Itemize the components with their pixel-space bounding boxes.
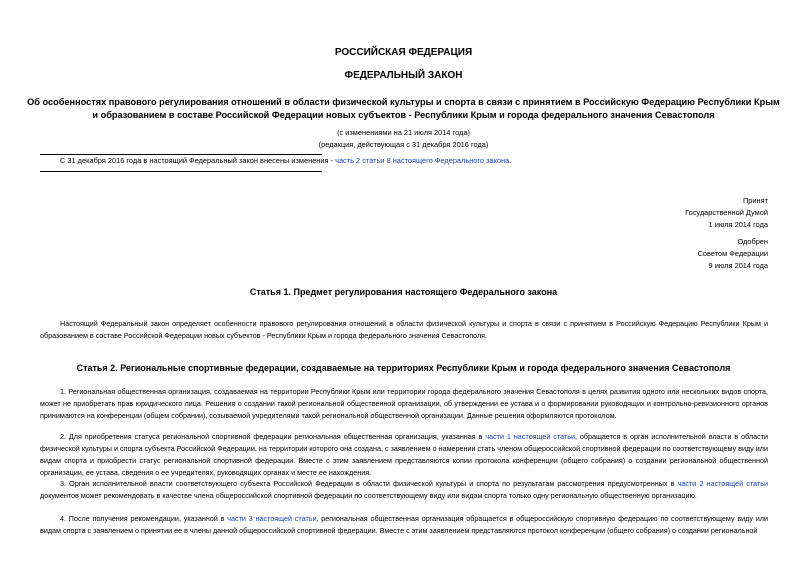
notice-text: С 31 декабря 2016 года в настоящий Федеральный закон внесены изменения - xyxy=(60,156,336,165)
law-title-line-2: и образованием в составе Российской Федерации новых субъектов - Республики Крым и города федерального значения Севастополя xyxy=(92,109,715,120)
link-part-3[interactable]: части 3 настоящей статьи xyxy=(227,514,317,523)
article-2-paragraph-2: 2. Для приобретения статуса региональной спортивной федерации региональная общественная организация, указанная в части 1 настоящей статьи, обращается в орган исполнительной власти в области физической культуры и спорта субъекта Российской Федерации, на территории которого она создана, с заявлением о намерении стать членом общероссийской спортивной федерации по соответствующему виду или видам спорта и приобрести статус региональной спортивной федерации. Вместе с этим заявлением представляются копии протокола конференции (общего собрания) о создании региональной общественной организации, ее устава, сведения о ее учредителях, руководящих органах и месте ее нахождения. xyxy=(40,432,769,478)
approved-label: Одобрен xyxy=(737,237,768,246)
notice-bottom-rule xyxy=(40,171,322,172)
article-1-heading: Статья 1. Предмет регулирования настоящего Федерального закона xyxy=(249,287,558,297)
adopted-label: Принят xyxy=(742,196,768,205)
adoption-block xyxy=(685,195,768,231)
adopted-by: Государственной Думой xyxy=(685,208,768,218)
amendment-notice xyxy=(60,155,780,167)
changes-note: (с изменениями на 21 июля 2014 года) xyxy=(337,128,470,137)
approved-date: 9 июля 2014 года xyxy=(708,261,768,271)
approved-by: Советом Федерации xyxy=(697,249,768,259)
notice-link[interactable]: часть 2 статьи 8 настоящего Федерального закона xyxy=(335,156,510,165)
law-title xyxy=(0,96,807,121)
article-2-paragraph-1: 1. Региональная общественная организация, создаваемая на территории Республики Крым или территории города федерального значения Севастополя в целях развития одного или нескольких видов спорта, может не приобретать прав юридического лица. Решения о создании такой региональной общественной организации, об утверждении ее устава и о формировании руководящих и контрольно-ревизионного органов принимаются на конференции (общем собрании), созываемой учредителями такой региональной общественной организации. Данные решения оформляются протоколом. xyxy=(40,387,768,421)
approval-block xyxy=(698,236,768,272)
law-title-line-1: Об особенностях правового регулирования отношений в области физической культуры и спорта в связи с принятием в Российскую Федерацию Республики Крым xyxy=(27,97,780,107)
adopted-date: 1 июля 2014 года xyxy=(708,220,768,230)
link-part-1[interactable]: части 1 настоящей статьи xyxy=(485,432,575,441)
article-2-paragraph-4: 4. После получения рекомендации, указанной в части 3 настоящей статьи, региональная общественная организация обращается в общероссийскую спортивную федерацию по соответствующему виду или видам спорта с заявлением о принятии ее в члены данной общероссийской спортивной федерации. Вместе с этим заявлением представляются протокол конференции (общего собрания) о создании региональной xyxy=(40,514,768,536)
edition-note: (редакция, действующая с 31 декабря 2016 года) xyxy=(318,140,489,149)
link-part-2[interactable]: части 2 настоящей статьи xyxy=(677,479,768,488)
article-1-text: Настоящий Федеральный закон определяет особенности правового регулирования отношений в области физической культуры и спорта в связи с принятием в Российскую Федерацию Республики Крым и образованием в составе Российской Федерации новых субъектов - Республики Крым и города федерального значения Севастополя. xyxy=(40,319,768,341)
law-type-title: ФЕДЕРАЛЬНЫЙ ЗАКОН xyxy=(344,70,463,81)
article-2-heading: Статья 2. Региональные спортивные федерации, создаваемые на территориях Республики Крым и города федерального значения Севастополя xyxy=(76,363,731,373)
notice-end: . xyxy=(509,156,512,165)
country-title: РОССИЙСКАЯ ФЕДЕРАЦИЯ xyxy=(334,47,473,58)
article-2-paragraph-3: 3. Орган исполнительной власти соответствующего субъекта Российской Федерации в области физической культуры и спорта по результатам рассмотрения предусмотренных в части 2 настоящей статьи документов может рекомендовать в качестве члена общероссийской спортивной федерации по соответствующему виду или видам спорта только одну региональную общественную организацию. xyxy=(40,479,768,501)
